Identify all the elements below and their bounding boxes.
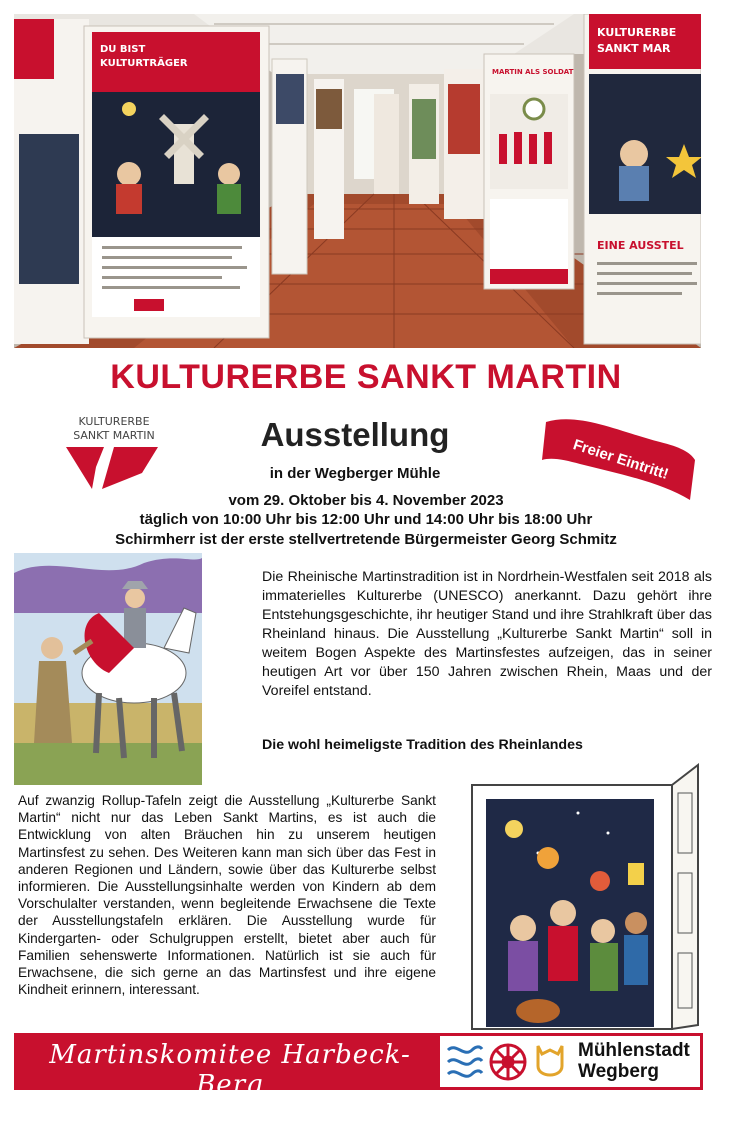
opening-hours: täglich von 10:00 Uhr bis 12:00 Uhr und 14:00 Uhr bis 18:00 Uhr <box>139 511 593 528</box>
section-subheading: Die wohl heimeligste Tradition des Rheinlandes <box>262 737 583 753</box>
logo-line1: KULTURERBE <box>78 415 150 428</box>
exhibition-dates: vom 29. Oktober bis 4. November 2023 <box>228 492 504 509</box>
kulturerbe-logo-icon <box>62 445 162 496</box>
exhibition-photo <box>14 14 701 348</box>
exhibition-venue: in der Wegberger Mühle <box>269 465 441 482</box>
patron-line: Schirmherr ist der erste stellvertretende Bürgermeister Georg Schmitz <box>115 531 617 548</box>
town-line1: Mühlenstadt <box>578 1040 690 1061</box>
mill-wheel-icon <box>491 1045 525 1079</box>
town-coat-icons <box>446 1040 576 1089</box>
panel-right-heading-line2: SANKT MAR <box>597 42 671 55</box>
lion-icon <box>538 1046 562 1075</box>
badge-text: Freier Eintritt! <box>570 436 671 484</box>
panel-right-heading-line1: KULTURERBE <box>597 26 677 39</box>
logo-text <box>54 415 174 443</box>
logo-line2: SANKT MARTIN <box>73 429 155 442</box>
town-line2: Wegberg <box>578 1061 659 1082</box>
exhibition-title: Ausstellung <box>260 416 450 453</box>
panel-right-footer: EINE AUSSTEL <box>597 239 684 252</box>
panel-left-heading-line1: DU BIST <box>100 44 146 55</box>
panel-left-heading-line2: KULTURTRÄGER <box>100 58 188 69</box>
body-paragraph: Auf zwanzig Rollup-Tafeln zeigt die Ausstellung „Kulturerbe Sankt Martin“ nicht nur das Leben Sankt Martins, es ist auch die Entwicklung von alten Bräuchen hin zu unserem heutigen Martinsfest zu sehen. Des Weiteren kann man sich über das Fest in anderen Regionen und Ländern, sowie über das Kulturerbe selbst informieren. Die Ausstellungsinhalte werden von Kindern ab dem Vorschulalter verstanden, wenn begleitende Erwachsene die Texte der Ausstellungstafeln erklären. Die Ausstellung wurde für Kindergarten- oder Schulgruppen erstellt, bietet aber auch für Familien sehenswerte Informationen. Natürlich ist sie auch für Erwachsene, die sich gerne an das Martinsfest und ihre eigene Kindheit erinnern, interessant. <box>18 793 436 998</box>
page-headline: KULTURERBE SANKT MARTIN <box>110 358 622 396</box>
town-name <box>578 1040 690 1082</box>
committee-name: Martinskomitee Harbeck-Berg <box>49 1040 411 1100</box>
panel-center-heading: MARTIN ALS SOLDAT <box>492 68 574 76</box>
children-at-door-illustration <box>468 763 700 1033</box>
saint-martin-illustration <box>14 553 202 785</box>
waves-icon <box>448 1047 482 1076</box>
intro-paragraph: Die Rheinische Martinstradition ist in Nordrhein-Westfalen seit 2018 als immaterielles Kulturerbe (UNESCO) anerkannt. Dazu gehört ihre Entstehungsgeschichte, ihr heutiger Stand und ihre Strahlkraft über das Rheinland hinaus. Die Ausstellung „Kulturerbe Sankt Martin“ soll in weitem Bogen Aspekte des Martinsfestes aufzeigen, das in seiner heutigen Art vor über 150 Jahren zwischen Rhein, Maas und der Voreifel entstand. <box>262 569 712 699</box>
